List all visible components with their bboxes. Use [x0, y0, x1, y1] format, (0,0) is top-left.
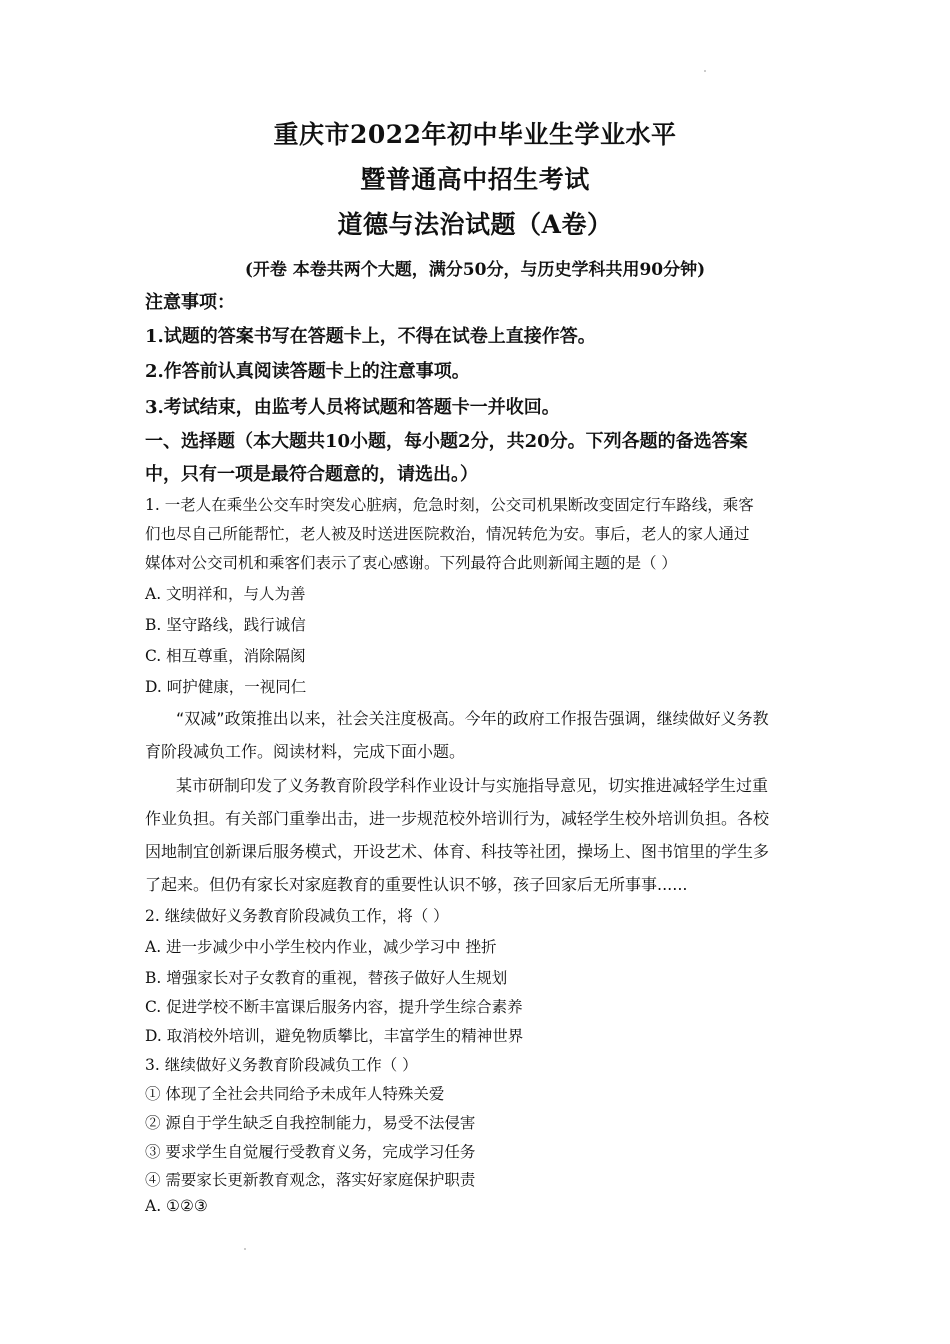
q3-stem: 3. 继续做好义务教育阶段减负工作（ ）	[145, 1056, 418, 1074]
q3-statement: ① 体现了全社会共同给予未成年人特殊关爱	[145, 1085, 445, 1103]
q2-option-a: A. 进一步减少中小学生校内作业，减少学习中 挫折	[145, 938, 497, 956]
material-para2-line: 作业负担。有关部门重拳出击，进一步规范校外培训行为，减轻学生校外培训负担。各校	[145, 809, 770, 828]
q2-option-b: B. 增强家长对子女教育的重视，替孩子做好人生规划	[145, 969, 508, 987]
scan-speck	[244, 1248, 246, 1250]
section-heading-line2: 中，只有一项是最符合题意的，请选出。）	[145, 464, 478, 485]
q1-stem-line: 1. 一老人在乘坐公交车时突发心脏病，危急时刻，公交司机果断改变固定行车路线，乘客	[145, 496, 754, 514]
exam-title-line3: 道德与法治试题（A卷）	[337, 210, 613, 239]
section-heading-line1: 一、选择题（本大题共10小题，每小题2分，共20分。下列各题的备选答案	[145, 431, 748, 452]
exam-note: (开卷 本卷共两个大题，满分50分，与历史学科共用90分钟)	[244, 260, 706, 280]
material-para2-line: 因地制宜创新课后服务模式，开设艺术、体育、科技等社团，操场上、图书馆里的学生多	[145, 842, 770, 861]
q2-option-d: D. 取消校外培训，避免物质攀比，丰富学生的精神世界	[145, 1027, 524, 1045]
q3-statement: ④ 需要家长更新教育观念，落实好家庭保护职责	[145, 1171, 476, 1189]
notice-heading: 注意事项：	[145, 292, 235, 313]
material-para2-line: 了起来。但仍有家长对家庭教育的重要性认识不够，孩子回家后无所事事......	[145, 875, 688, 894]
q1-option-d: D. 呵护健康，一视同仁	[145, 678, 307, 696]
notice-item: 3.考试结束，由监考人员将试题和答题卡一并收回。	[145, 397, 560, 418]
q1-stem-line: 们也尽自己所能帮忙，老人被及时送进医院救治，情况转危为安。事后，老人的家人通过	[145, 525, 750, 543]
q1-option-a: A. 文明祥和，与人为善	[145, 585, 306, 603]
notice-item: 2.作答前认真阅读答题卡上的注意事项。	[145, 361, 470, 382]
q1-option-b: B. 坚守路线，践行诚信	[145, 616, 306, 634]
q3-option-a: A. ①②③	[145, 1197, 208, 1215]
q2-option-c: C. 促进学校不断丰富课后服务内容，提升学生综合素养	[145, 998, 523, 1016]
q2-stem: 2. 继续做好义务教育阶段减负工作，将（ ）	[145, 907, 449, 925]
material-para2-line: 某市研制印发了义务教育阶段学科作业设计与实施指导意见，切实推进减轻学生过重	[176, 776, 769, 795]
exam-title-line1: 重庆市2022年初中毕业生学业水平	[273, 120, 677, 149]
q3-statement: ② 源自于学生缺乏自我控制能力，易受不法侵害	[145, 1114, 476, 1132]
q3-statement: ③ 要求学生自觉履行受教育义务，完成学习任务	[145, 1143, 476, 1161]
material-para1-line: “双减”政策推出以来，社会关注度极高。今年的政府工作报告强调，继续做好义务教	[176, 709, 769, 728]
q1-option-c: C. 相互尊重，消除隔阂	[145, 647, 306, 665]
exam-title-line2: 暨普通高中招生考试	[360, 165, 590, 194]
notice-item: 1.试题的答案书写在答题卡上，不得在试卷上直接作答。	[145, 326, 596, 347]
scan-speck	[704, 70, 706, 72]
q1-stem-line: 媒体对公交司机和乘客们表示了衷心感谢。下列最符合此则新闻主题的是（ ）	[145, 554, 677, 572]
material-para1-line: 育阶段减负工作。阅读材料，完成下面小题。	[145, 742, 466, 761]
